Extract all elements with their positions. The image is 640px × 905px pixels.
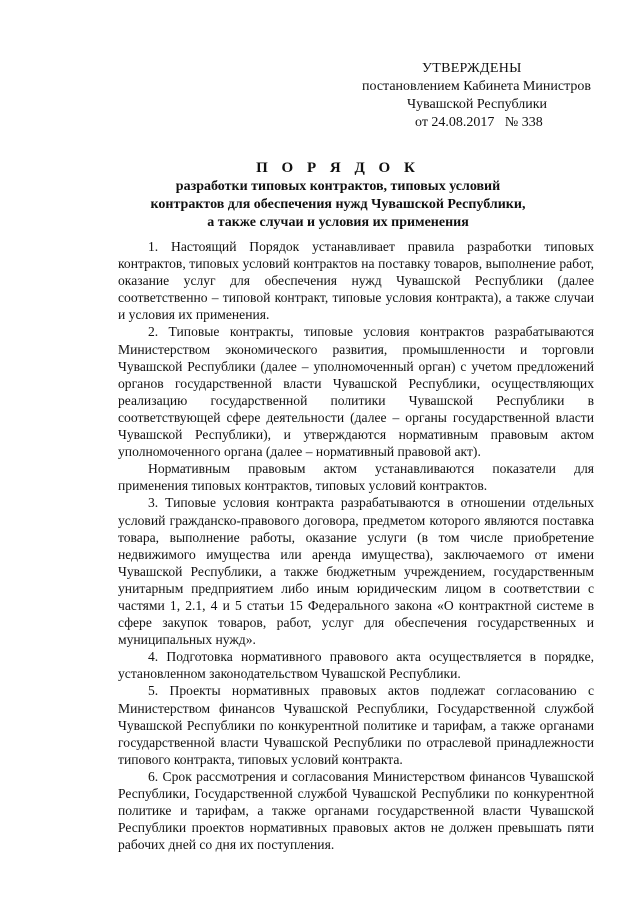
paragraph-6: 6. Срок рассмотрения и согласования Министерством финансов Чувашской Республики, Государственной службой Чувашской Республики по конкурентной политике и тарифам, а также органами государственной власти Чувашской Республики проектов нормативных правовых актов не должен превышать пяти рабочих дней со дня их поступления. [118, 768, 594, 853]
approval-stamp [360, 60, 610, 132]
paragraph-5: 5. Проекты нормативных правовых актов подлежат согласованию с Министерством финансов Чувашской Республики, Государственной службой Чувашской Республики по конкурентной политике и тарифам, а также органами государственной власти Чувашской Республики по отраслевой принадлежности типового контракта, типовых условий контракта. [118, 683, 594, 767]
document-subtitle-line-2: контрактов для обеспечения нужд Чувашской Республики, [150, 197, 526, 212]
paragraph-3: 3. Типовые условия контракта разрабатываются в отношении отдельных условий гражданско-правового договора, предметом которого являются поставка товара, выполнение работы, оказание услуги (в том числе приобретение недвижимого имущества или аренда имущества), заключаемого от имени Чувашской Республики, а также бюджетным учреждением, государственным унитарным предприятием либо иным юридическим лицом в соответствии с частями 1, 2.1, 4 и 5 статьи 15 Федерального закона «О контрактной системе в сфере закупок товаров, работ, услуг для обеспечения государственных и муниципальных нужд». [118, 495, 594, 648]
approval-title: УТВЕРЖДЕНЫ [422, 61, 522, 76]
approval-line-2: Чувашской Республики [407, 97, 548, 112]
paragraph-1: 1. Настоящий Порядок устанавливает правила разработки типовых контрактов, типовых условий контрактов на поставку товаров, выполнение работ, оказание услуг для обеспечения нужд Чувашской Республики (далее соответственно – типовой контракт, типовые условия контракта), а также случаи и условия их применения. [118, 239, 594, 323]
approval-line-1: постановлением Кабинета Министров [362, 79, 591, 94]
document-heading: П О Р Я Д О К [256, 160, 420, 176]
document-body [118, 238, 594, 853]
paragraph-2-continuation: Нормативным правовым актом устанавливаются показатели для применения типовых контрактов, типовых условий контрактов. [118, 461, 594, 494]
paragraph-4: 4. Подготовка нормативного правового акта осуществляется в порядке, установленном законодательством Чувашской Республики. [118, 649, 594, 682]
paragraph-2: 2. Типовые контракты, типовые условия контрактов разрабатываются Министерством экономического развития, промышленности и торговли Чувашской Республики (далее – уполномоченный орган) с учетом предложений органов государственной власти Чувашской Республики, осуществляющих реализацию государственной политики Чувашской Республики в соответствующей сфере деятельности (далее – органы государственной власти Чувашской Республики), и утверждаются нормативным правовым актом уполномоченного органа (далее – нормативный правовой акт). [118, 324, 594, 460]
approval-line-3: от 24.08.2017 № 338 [415, 115, 543, 130]
document-title [0, 158, 640, 232]
document-subtitle-line-3: а также случаи и условия их применения [207, 215, 469, 230]
document-subtitle-line-1: разработки типовых контрактов, типовых условий [175, 179, 501, 194]
